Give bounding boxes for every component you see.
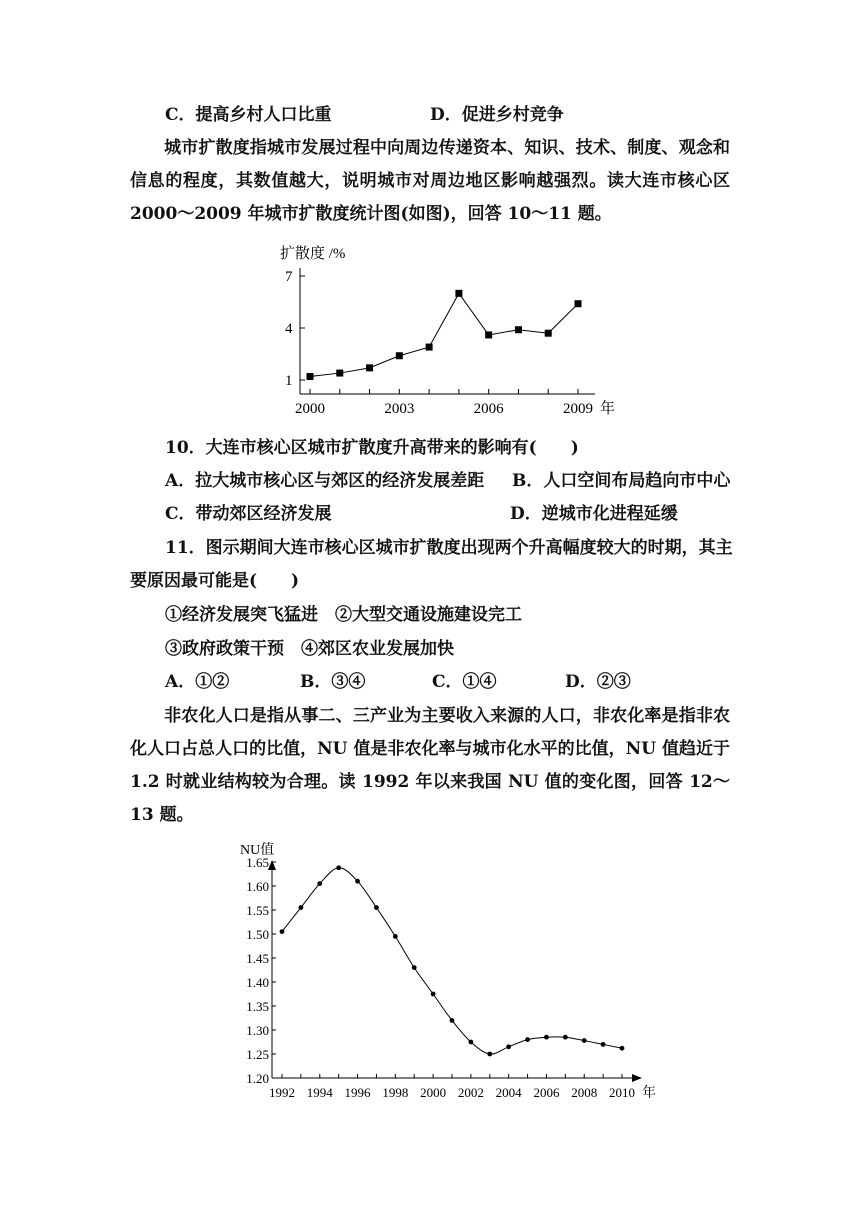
- chart1-data-point: [366, 364, 373, 371]
- chart2-ylabel: NU值: [240, 843, 275, 858]
- chart1-xunit: 年: [600, 401, 616, 417]
- chart1-ytick-label: 7: [285, 269, 293, 285]
- chart1-data-point: [575, 300, 582, 307]
- q9-option-d: D．促进乡村竞争: [430, 105, 564, 125]
- chart1-ytick-label: 4: [285, 321, 293, 337]
- q10-option-a: A．拉大城市核心区与郊区的经济发展差距: [165, 471, 485, 491]
- intro-text-1: 城市扩散度指城市发展过程中向周边传递资本、知识、技术、制度、观念和信息的程度，其数值越大，说明城市对周边地区影响越强烈。读大连市核心区 2000～2009 年城市扩散度统计图(如图)，回答 10～11 题。: [130, 138, 730, 224]
- chart2-xtick-label: 2008: [571, 1085, 598, 1100]
- chart1-data-point: [307, 373, 314, 380]
- chart1-data-point: [455, 290, 462, 297]
- chart2-ytick-label: 1.20: [246, 1071, 269, 1086]
- chart2-ytick-label: 1.45: [246, 951, 269, 966]
- chart2-series-line: [282, 868, 622, 1054]
- chart1-data-point: [545, 330, 552, 337]
- chart2-x-axis-arrow: [632, 1074, 642, 1082]
- chart2-ytick-label: 1.40: [246, 975, 269, 990]
- q11-stem-line1: 11．图示期间大连市核心区城市扩散度出现两个升高幅度较大的时期，其主: [165, 538, 733, 558]
- chart2-xunit: 年: [642, 1086, 656, 1101]
- chart2-ytick-label: 1.35: [246, 999, 269, 1014]
- chart2-xtick-label: 1994: [306, 1085, 333, 1100]
- chart2-xtick-label: 1992: [269, 1085, 295, 1100]
- q11-option-b: B．③④: [300, 672, 366, 692]
- q11-option-d: D．②③: [565, 672, 631, 692]
- chart2-data-point: [525, 1037, 530, 1042]
- q11-statements-3-4: ③政府政策干预 ④郊区农业发展加快: [165, 639, 454, 659]
- chart2-ytick-label: 1.30: [246, 1023, 269, 1038]
- intro-text-2: 非农化人口是指从事二、三产业为主要收入来源的人口，非农化率是指非农化人口占总人口的比值，NU 值是非农化率与城市化水平的比值，NU 值趋近于 1.2 时就业结构较为合理。读 1992 年以来我国 NU 值的变化图，回答 12～13 题。: [130, 706, 730, 825]
- q11-option-c: C．①④: [432, 672, 497, 692]
- chart2-ytick-label: 1.60: [246, 879, 269, 894]
- chart1-data-point: [426, 344, 433, 351]
- chart2-data-point: [393, 934, 398, 939]
- chart2-ytick-label: 1.25: [246, 1047, 269, 1062]
- chart2-data-point: [563, 1035, 568, 1040]
- chart2-xtick-label: 2004: [495, 1085, 522, 1100]
- chart2-data-point: [450, 1018, 455, 1023]
- chart2-xtick-label: 2010: [609, 1085, 635, 1100]
- chart2-xtick-label: 2006: [533, 1085, 560, 1100]
- q10-stem: 10．大连市核心区城市扩散度升高带来的影响有( ): [165, 438, 579, 458]
- q9-option-c: C．提高乡村人口比重: [165, 105, 332, 125]
- chart2-xtick-label: 1998: [382, 1085, 409, 1100]
- chart1-ylabel: 扩散度 /%: [280, 246, 346, 262]
- q11-stem-line2: 要原因最可能是( ): [130, 571, 300, 591]
- chart2-xtick-label: 2000: [420, 1085, 447, 1100]
- chart2-ytick-label: 1.50: [246, 927, 269, 942]
- chart1-xtick-label: 2006: [473, 401, 504, 417]
- chart1-data-point: [485, 331, 492, 338]
- chart1-data-point: [336, 370, 343, 377]
- chart2-data-point: [468, 1040, 473, 1045]
- chart2-xtick-label: 1996: [344, 1085, 371, 1100]
- q11-option-a: A．①②: [165, 672, 230, 692]
- chart2-xtick-label: 2002: [457, 1085, 484, 1100]
- chart2-ytick-label: 1.65: [246, 855, 269, 870]
- chart2-data-point: [298, 905, 303, 910]
- chart2-data-point: [582, 1038, 587, 1043]
- q11-statements-1-2: ①经济发展突飞猛进 ②大型交通设施建设完工: [165, 605, 522, 625]
- q10-option-d: D．逆城市化进程延缓: [510, 504, 678, 524]
- chart2-data-point: [544, 1035, 549, 1040]
- chart1-series-line: [310, 293, 578, 376]
- nu-value-chart: [228, 836, 668, 1104]
- chart2-data-point: [374, 905, 379, 910]
- chart1-xtick-label: 2009: [563, 401, 593, 417]
- chart2-ytick-label: 1.55: [246, 903, 269, 918]
- chart2-data-point: [431, 992, 436, 997]
- chart2-data-point: [412, 965, 417, 970]
- chart1-xtick-label: 2003: [384, 401, 415, 417]
- chart1-data-point: [515, 326, 522, 333]
- chart2-data-point: [317, 881, 322, 886]
- chart1-ytick-label: 1: [285, 373, 293, 389]
- chart2-data-point: [280, 929, 285, 934]
- q10-option-c: C．带动郊区经济发展: [165, 504, 332, 524]
- q10-option-b: B．人口空间布局趋向市中心: [512, 471, 731, 491]
- chart2-data-point: [336, 865, 341, 870]
- diffusion-chart: [270, 238, 630, 420]
- chart2-data-point: [601, 1042, 606, 1047]
- chart1-data-point: [396, 352, 403, 359]
- chart2-data-point: [487, 1052, 492, 1057]
- chart2-data-point: [355, 879, 360, 884]
- chart1-xtick-label: 2000: [295, 401, 325, 417]
- chart2-data-point: [620, 1046, 625, 1051]
- intro-paragraph-1: [130, 132, 730, 231]
- chart2-data-point: [506, 1044, 511, 1049]
- intro-paragraph-2: [130, 700, 730, 832]
